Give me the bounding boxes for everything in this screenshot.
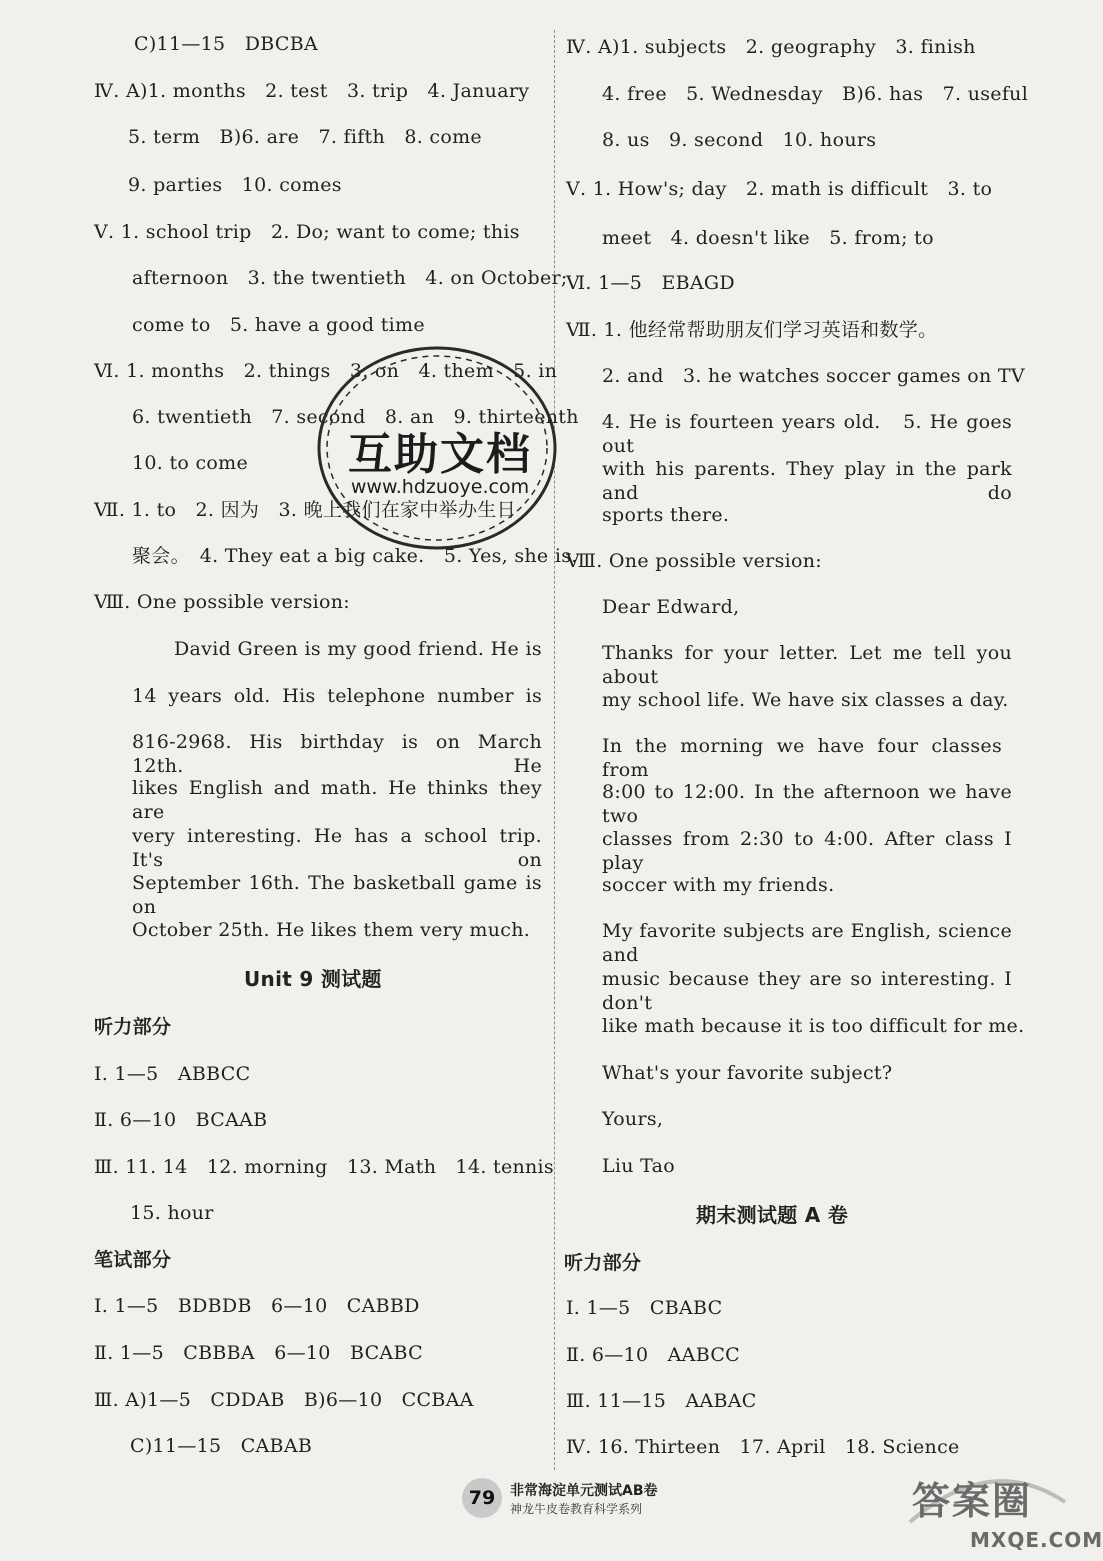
footer-brand: 非常海淀单元测试AB卷 [510,1483,658,1499]
answer-line: Ⅱ. 1—5 CBBBA 6—10 BCABC [94,1342,423,1364]
essay-line: September 16th. The basketball game is on [132,872,542,918]
letter-line: my school life. We have six classes a day. [602,689,1009,711]
answer-line: Ⅶ. 1. to 2. 因为 3. 晚上我们在家中举办生日 [94,499,516,521]
section-title: 期末测试题 A 卷 [696,1203,849,1227]
answer-line: Ⅴ. 1. How's; day 2. math is difficult 3. to [566,178,993,200]
answer-line: come to 5. have a good time [132,314,425,336]
answer-line: 6. twentieth 7. second 8. an 9. thirteenth [132,406,579,428]
answer-line: 10. to come [132,452,249,474]
watermark-url: www.hdzuoye.com [350,476,530,498]
letter-line: music because they are so interesting. I don't [602,968,1012,1014]
letter-line: In the morning we have four classes from [602,735,1002,781]
watermark-title: 互助文档 [348,429,532,480]
letter-line: 8:00 to 12:00. In the afternoon we have two [602,781,1012,827]
essay-line: David Green is my good friend. He is [174,638,542,660]
answer-line: afternoon 3. the twentieth 4. on October; [132,267,568,289]
letter-line: classes from 2:30 to 4:00. After class I play [602,828,1012,874]
answer-line: Ⅰ. 1—5 BDBDB 6—10 CABBD [94,1295,420,1317]
answer-line: Ⅳ. 16. Thirteen 17. April 18. Science [566,1436,960,1458]
answer-line: Ⅶ. 1. 他经常帮助朋友们学习英语和数学。 [566,319,938,341]
answer-line: C)11—15 CABAB [130,1435,313,1457]
page-number: 79 [462,1478,502,1518]
essay-line: 816-2968. His birthday is on March 12th. He [132,731,542,777]
answer-line: Ⅵ. 1. months 2. things 3. on 4. them 5. in [94,360,558,382]
essay-line: likes English and math. He thinks they are [132,777,542,823]
answer-line: Ⅷ. One possible version: [566,550,822,572]
corner-logo-url: MXQE.COM [970,1528,1103,1552]
answer-line: 9. parties 10. comes [128,174,342,196]
answer-line: Ⅱ. 6—10 BCAAB [94,1109,268,1131]
letter-line: Liu Tao [602,1155,676,1177]
answer-line: 4. free 5. Wednesday B)6. has 7. useful [602,83,1029,105]
answer-line: sports there. [602,504,730,526]
answer-line: Ⅷ. One possible version: [94,591,350,613]
answer-line: Ⅲ. A)1—5 CDDAB B)6—10 CCBAA [94,1389,474,1411]
column-divider [554,30,555,1470]
answer-line: 4. He is fourteen years old. 5. He goes out [602,411,1012,457]
letter-line: My favorite subjects are English, science and [602,920,1012,966]
answer-line: 15. hour [130,1202,214,1224]
answer-line: 5. term B)6. are 7. fifth 8. come [128,126,482,148]
footer-series: 神龙牛皮卷教育科学系列 [510,1502,643,1516]
answer-line: Ⅲ. 11. 14 12. morning 13. Math 14. tennis [94,1156,554,1178]
letter-line: like math because it is too difficult for me. [602,1015,1025,1037]
answer-line: Ⅵ. 1—5 EBAGD [566,272,735,294]
letter-line: Dear Edward, [602,596,740,618]
answer-line: with his parents. They play in the park and do [602,458,1012,504]
answer-line: 聚会。 4. They eat a big cake. 5. Yes, she is. [132,545,578,567]
section-heading: 听力部分 [564,1252,642,1274]
section-title: Unit 9 测试题 [244,967,382,991]
letter-line: What's your favorite subject? [602,1062,893,1084]
answer-line: 8. us 9. second 10. hours [602,129,877,151]
answer-line: Ⅴ. 1. school trip 2. Do; want to come; this [94,221,520,243]
essay-line: 14 years old. His telephone number is [132,685,542,707]
answer-line: Ⅲ. 11—15 AABAC [566,1390,757,1412]
letter-line: Thanks for your letter. Let me tell you about [602,642,1012,688]
letter-line: Yours, [602,1108,664,1130]
answer-line: Ⅰ. 1—5 ABBCC [94,1063,251,1085]
answer-line: Ⅱ. 6—10 AABCC [566,1344,740,1366]
letter-line: soccer with my friends. [602,874,835,896]
section-heading: 听力部分 [94,1016,172,1038]
answer-line: Ⅰ. 1—5 CBABC [566,1297,723,1319]
essay-line: very interesting. He has a school trip. It's on [132,825,542,871]
essay-line: October 25th. He likes them very much. [132,919,531,941]
corner-logo-text: 答案圈 [912,1479,1033,1523]
answer-line: C)11—15 DBCBA [134,33,318,55]
answer-line: Ⅳ. A)1. months 2. test 3. trip 4. January [94,80,530,102]
answer-line: Ⅳ. A)1. subjects 2. geography 3. finish [566,36,976,58]
answer-line: 2. and 3. he watches soccer games on TV [602,365,1025,387]
section-heading: 笔试部分 [94,1249,172,1271]
answer-line: meet 4. doesn't like 5. from; to [602,227,934,249]
